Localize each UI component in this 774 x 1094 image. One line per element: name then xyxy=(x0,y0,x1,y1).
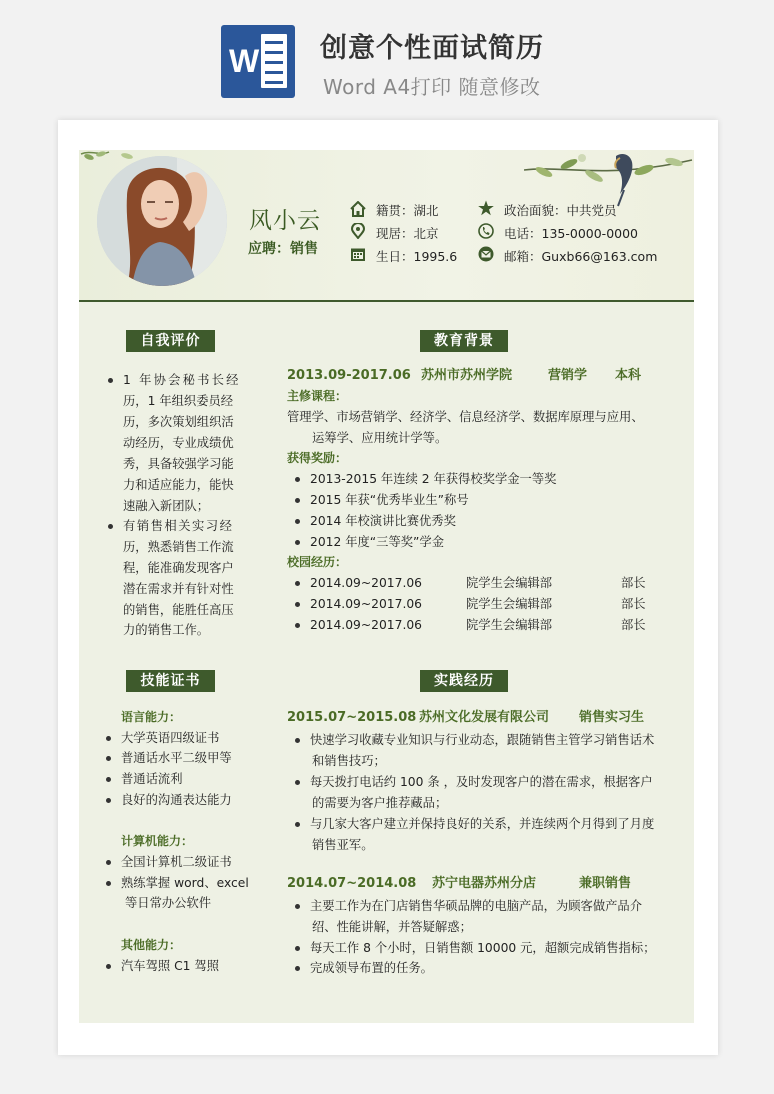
apply-position: 应聘：销售 xyxy=(248,241,318,257)
hometown: 籍贯：湖北 xyxy=(376,203,439,218)
resume-header xyxy=(79,150,694,302)
awards-label: 获得奖励： xyxy=(287,451,348,465)
campus-org: 院学生会编辑部 xyxy=(466,576,553,590)
education-heading: 教育背景 xyxy=(420,330,508,352)
job1-period: 2015.07~2015.08 xyxy=(287,710,417,725)
residence: 现居：北京 xyxy=(376,226,439,241)
skills-heading: 技能证书 xyxy=(126,670,215,692)
award-item: 2013-2015 年连续 2 年获得校奖学金一等奖 xyxy=(310,469,556,489)
job1-company: 苏州文化发展有限公司 xyxy=(419,710,550,725)
self-eval-line: 程，能准确发现客户 xyxy=(123,561,234,575)
edu-major: 营销学 xyxy=(548,368,588,383)
resume-page xyxy=(79,150,694,1023)
banner-title: 创意个性面试简历 xyxy=(320,33,544,64)
banner-subtitle: Word A4打印 随意修改 xyxy=(323,75,541,99)
phone-icon xyxy=(478,223,494,239)
self-eval-line: 历，多次策划组织活 xyxy=(123,415,234,429)
campus-role: 部长 xyxy=(621,576,646,590)
calendar-icon xyxy=(350,246,366,262)
campus-period: 2014.09~2017.06 xyxy=(310,594,422,614)
candidate-name: 风小云 xyxy=(249,208,321,234)
self-eval-line: 历，1 年组织委员经 xyxy=(123,394,234,408)
self-eval-line: 动经历，专业成绩优 xyxy=(123,436,234,450)
job2-duty: 绍、性能讲解，并答疑解惑； xyxy=(312,920,472,934)
edu-school: 苏州市苏州学院 xyxy=(421,368,513,383)
birth-date: 生日：1995.6 xyxy=(376,249,458,264)
practice-heading: 实践经历 xyxy=(420,670,508,692)
lang-skill: 大学英语四级证书 xyxy=(121,728,219,748)
banner xyxy=(0,0,774,110)
award-item: 2015 年获“优秀毕业生”称号 xyxy=(310,490,469,510)
lang-skill: 普通话水平二级甲等 xyxy=(121,748,232,768)
self-eval-line: 历，熟悉销售工作流 xyxy=(123,540,234,554)
courses-label: 主修课程： xyxy=(287,389,348,403)
campus-role: 部长 xyxy=(621,597,646,611)
campus-period: 2014.09~2017.06 xyxy=(310,615,422,635)
job1-duty: 快速学习收藏专业知识与行业动态，跟随销售主管学习销售话术 xyxy=(310,730,654,750)
campus-org: 院学生会编辑部 xyxy=(466,618,553,632)
edu-period: 2013.09-2017.06 xyxy=(287,368,411,383)
courses-text: 运筹学、应用统计学等。 xyxy=(312,431,448,445)
campus-label: 校园经历： xyxy=(287,555,348,569)
star-icon xyxy=(478,200,494,216)
award-item: 2014 年校演讲比赛优秀奖 xyxy=(310,511,456,531)
email-icon xyxy=(478,246,494,262)
political-status: 政治面貌：中共党员 xyxy=(504,203,617,218)
campus-org: 院学生会编辑部 xyxy=(466,597,553,611)
phone: 电话：135-0000-0000 xyxy=(504,226,639,241)
job2-duty: 每天工作 8 个小时，日销售额 10000 元，超额完成销售指标； xyxy=(310,938,655,958)
job2-company: 苏宁电器苏州分店 xyxy=(432,876,537,891)
computer-skill: 熟练掌握 word、excel xyxy=(121,873,249,893)
home-icon xyxy=(350,201,366,217)
job1-title: 销售实习生 xyxy=(579,710,645,725)
self-eval-line: 潜在需求并有针对性 xyxy=(123,582,234,596)
avatar xyxy=(97,156,227,286)
self-eval-heading: 自我评价 xyxy=(126,330,215,352)
other-skill: 汽车驾照 C1 驾照 xyxy=(121,956,219,976)
job2-duty: 完成领导布置的任务。 xyxy=(310,958,433,978)
self-eval-line: 秀，具备较强学习能 xyxy=(123,457,234,471)
lang-skill: 普通话流利 xyxy=(121,769,183,789)
location-pin-icon xyxy=(350,223,366,239)
computer-label: 计算机能力： xyxy=(121,834,194,848)
branch-bird-decoration-icon xyxy=(524,150,694,208)
self-eval-line: 有销售相关实习经 xyxy=(123,516,233,536)
job1-duty: 销售亚军。 xyxy=(312,838,374,852)
courses-text: 管理学、市场营销学、经济学、信息经济学、数据库原理与应用、 xyxy=(287,410,644,424)
word-logo-icon: W xyxy=(221,25,295,98)
computer-skill: 等日常办公软件 xyxy=(125,896,212,910)
job2-duty: 主要工作为在门店销售华硕品牌的电脑产品，为顾客做产品介 xyxy=(310,896,642,916)
computer-skill: 全国计算机二级证书 xyxy=(121,852,232,872)
lang-skill: 良好的沟通表达能力 xyxy=(121,790,232,810)
self-eval-line: 的销售，能胜任高压 xyxy=(123,603,234,617)
job1-duty: 与几家大客户建立并保持良好的关系，并连续两个月得到了月度 xyxy=(310,814,654,834)
campus-role: 部长 xyxy=(621,618,646,632)
job2-title: 兼职销售 xyxy=(579,876,632,891)
self-eval-line: 力和适应能力，能快 xyxy=(123,478,234,492)
award-item: 2012 年度“三等奖”学金 xyxy=(310,532,444,552)
edu-degree: 本科 xyxy=(615,368,642,383)
email: 邮箱：Guxb66@163.com xyxy=(504,249,658,264)
self-eval-line: 1 年协会秘书长经 xyxy=(123,370,241,390)
job1-duty: 和销售技巧； xyxy=(312,754,386,768)
lang-label: 语言能力： xyxy=(121,710,182,724)
self-eval-line: 速融入新团队； xyxy=(123,499,210,513)
job1-duty: 每天拨打电话约 100 条 ，及时发现客户的潜在需求，根据客户 xyxy=(310,772,653,792)
job1-duty: 的需要为客户推荐藏品； xyxy=(312,796,448,810)
other-label: 其他能力： xyxy=(121,938,182,952)
campus-period: 2014.09~2017.06 xyxy=(310,573,422,593)
job2-period: 2014.07~2014.08 xyxy=(287,876,417,891)
self-eval-line: 力的销售工作。 xyxy=(123,623,210,637)
